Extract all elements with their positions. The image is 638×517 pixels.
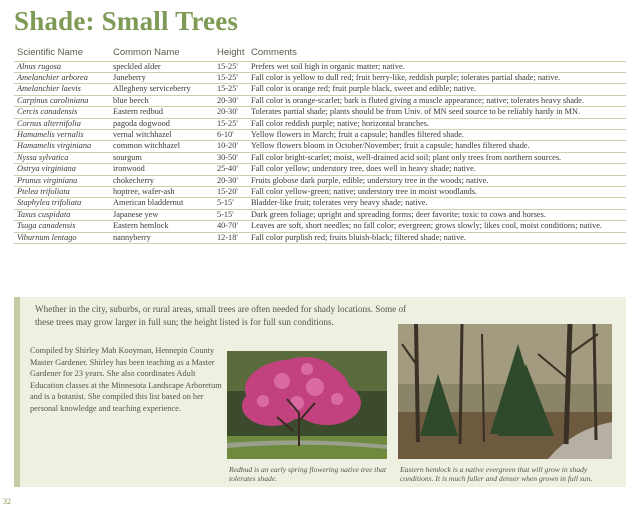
comments-cell: Fall color bright-scarlet; moist, well-drained acid soil; plant only trees from northern sources.: [248, 152, 626, 163]
table-row: [14, 95, 626, 106]
comments-cell: Leaves are soft, short needles; no fall color; evergreen; grows slowly; likes cool, moist conditions; native.: [248, 221, 626, 232]
table-row: [14, 209, 626, 220]
comments-cell: Fruits globose dark purple, edible; understory tree in the woods; native.: [248, 175, 626, 186]
scientific-name-cell: Ptelea trifoliata: [14, 186, 110, 197]
scientific-name-cell: Hamamelis virginiana: [14, 141, 110, 152]
common-name-cell: ironwood: [110, 164, 214, 175]
table-row: [14, 221, 626, 232]
common-name-cell: Japanese yew: [110, 209, 214, 220]
common-name-cell: nannyberry: [110, 232, 214, 243]
height-cell: 15-20': [214, 186, 248, 197]
table-row: [14, 72, 626, 83]
common-name-cell: common witchhazel: [110, 141, 214, 152]
common-name-cell: sourgum: [110, 152, 214, 163]
comments-cell: Fall color is orange red; fruit purple black, sweet and edible; native.: [248, 84, 626, 95]
height-cell: 15-25': [214, 84, 248, 95]
table-row: [14, 107, 626, 118]
table-row: [14, 175, 626, 186]
scientific-name-cell: Amelanchier arborea: [14, 72, 110, 83]
scientific-name-cell: Cercis canadensis: [14, 107, 110, 118]
scientific-name-cell: Staphylea trifoliata: [14, 198, 110, 209]
page-title: Shade: Small Trees: [14, 6, 239, 36]
common-name-cell: speckled alder: [110, 61, 214, 72]
comments-cell: Fall color is yellow to dull red; fruit berry-like, reddish purple; tolerates partial shade; native.: [248, 72, 626, 83]
table-row: [14, 129, 626, 140]
scientific-name-cell: Nyssa sylvatica: [14, 152, 110, 163]
common-name-cell: American bladdernut: [110, 198, 214, 209]
common-name-cell: hoptree, wafer-ash: [110, 186, 214, 197]
common-name-cell: Eastern hemlock: [110, 221, 214, 232]
height-cell: 30-50': [214, 152, 248, 163]
comments-cell: Dark green foliage; upright and spreading forms; deer favorite; toxic to cows and horses.: [248, 209, 626, 220]
height-cell: 15-25': [214, 72, 248, 83]
table-row: [14, 186, 626, 197]
compiler-bio: Compiled by Shirley Mah Kooyman, Hennepin County Master Gardener. Shirley has been teaching as a Master Gardener for 23 years. She also coordinates Adult Education classes at the Minnesota Landscape Arboretum and is a botanist. She compiled this list based on her personal knowledge and teaching experience.: [30, 346, 222, 413]
common-name-cell: blue beech: [110, 95, 214, 106]
header-common-name: Common Name: [113, 46, 180, 58]
comments-cell: Yellow flowers bloom in October/November; fruit a capsule; handles filtered shade.: [248, 141, 626, 152]
height-cell: 15-25': [214, 118, 248, 129]
scientific-name-cell: Tsuga canadensis: [14, 221, 110, 232]
common-name-cell: Juneberry: [110, 72, 214, 83]
comments-cell: Fall color yellow; understory tree, does well in heavy shade; native.: [248, 164, 626, 175]
scientific-name-cell: Hamamelis vernalis: [14, 129, 110, 140]
height-cell: 15-25': [214, 61, 248, 72]
height-cell: 6-10': [214, 129, 248, 140]
scientific-name-cell: Cornus alternifolia: [14, 118, 110, 129]
height-cell: 10-20': [214, 141, 248, 152]
comments-cell: Fall color is orange-scarlet; bark is fluted giving a muscle appearance; native; tolerates heavy shade.: [248, 95, 626, 106]
header-height: Height: [217, 46, 245, 58]
comments-cell: Tolerates partial shade; plants should be from Univ. of MN seed source to be reliably hardy in MN.: [248, 107, 626, 118]
table-row: [14, 152, 626, 163]
common-name-cell: Allegheny serviceberry: [110, 84, 214, 95]
comments-cell: Yellow flowers in March; fruit a capsule; handles filtered shade.: [248, 129, 626, 140]
scientific-name-cell: Taxus cuspidata: [14, 209, 110, 220]
height-cell: 5-15': [214, 198, 248, 209]
table-row: [14, 61, 626, 72]
comments-cell: Bladder-like fruit; tolerates very heavy shade; native.: [248, 198, 626, 209]
redbud-caption: Redbud is an early spring flowering native tree that tolerates shade.: [229, 465, 387, 483]
hemlock-photo: [398, 324, 612, 459]
table-row: [14, 198, 626, 209]
scientific-name-cell: Viburnum lentago: [14, 232, 110, 243]
common-name-cell: Eastern redbud: [110, 107, 214, 118]
scientific-name-cell: Carpinus caroliniana: [14, 95, 110, 106]
scientific-name-cell: Alnus rugosa: [14, 61, 110, 72]
common-name-cell: pagoda dogwood: [110, 118, 214, 129]
height-cell: 20-30': [214, 107, 248, 118]
header-scientific-name: Scientific Name: [17, 46, 83, 58]
table-row: [14, 84, 626, 95]
comments-cell: Prefers wet soil high in organic matter; native.: [248, 61, 626, 72]
height-cell: 12-18': [214, 232, 248, 243]
info-box: [14, 297, 626, 487]
scientific-name-cell: Ostrya virginiana: [14, 164, 110, 175]
height-cell: 5-15': [214, 209, 248, 220]
header-comments: Comments: [251, 46, 297, 58]
table-header-row: [14, 44, 626, 61]
table-row: [14, 232, 626, 243]
scientific-name-cell: Prunus virginiana: [14, 175, 110, 186]
height-cell: 20-30': [214, 95, 248, 106]
intro-text: Whether in the city, suburbs, or rural areas, small trees are often needed for shady locations. Some of these trees may grow larger in full sun; the height listed is for full sun conditions.: [35, 304, 407, 327]
plant-table: [14, 44, 626, 244]
redbud-photo: [227, 351, 387, 459]
common-name-cell: chokecherry: [110, 175, 214, 186]
comments-cell: Fall color purplish red; fruits bluish-black; filtered shade; native.: [248, 232, 626, 243]
page-number: 32: [3, 497, 11, 506]
table-row: [14, 118, 626, 129]
table-row: [14, 164, 626, 175]
comments-cell: Fall color yellow-green; native; understory tree in moist woodlands.: [248, 186, 626, 197]
height-cell: 25-40': [214, 164, 248, 175]
height-cell: 20-30': [214, 175, 248, 186]
scientific-name-cell: Amelanchier laevis: [14, 84, 110, 95]
common-name-cell: vernal witchhazel: [110, 129, 214, 140]
height-cell: 40-70': [214, 221, 248, 232]
hemlock-caption: Eastern hemlock is a native evergreen that will grow in shady conditions. It is much fuller and denser when grown in full sun.: [400, 465, 593, 483]
table-row: [14, 141, 626, 152]
comments-cell: Fall color reddish purple; native; horizontal branches.: [248, 118, 626, 129]
